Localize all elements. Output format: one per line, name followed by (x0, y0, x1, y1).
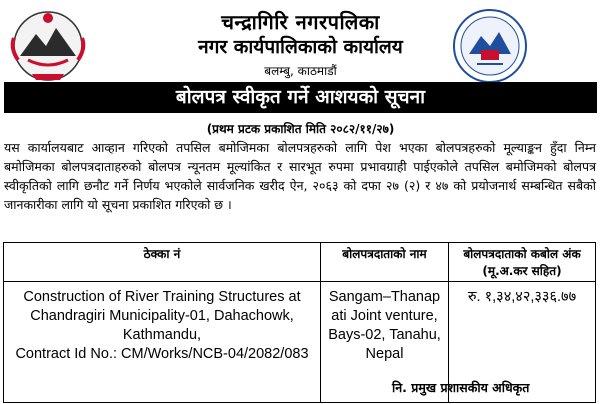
municipality-name: चन्द्रागिरि नगरपलिका (221, 10, 380, 34)
amount-header-line2: (मू.अ.कर सहित) (482, 264, 562, 278)
contract-id: Contract Id No.: CM/Works/NCB-04/2082/083 (15, 346, 309, 362)
notice-title-banner: बोलपत्र स्वीकृत गर्ने आशयको सूचना (4, 82, 597, 113)
publication-date: (प्रथम प्रटक प्रकाशित मिति २०८२/११/२७) (206, 122, 395, 136)
amount-column-header (449, 243, 596, 282)
bidder-column-header: बोलपत्रदाताको नाम (321, 243, 449, 282)
office-name: नगर कार्यपालिकाको कार्यालय (198, 36, 403, 58)
signatory-title: नि. प्रमुख प्रशासकीय अधिकृत (392, 380, 530, 395)
amount-header-line1: बोलपत्रदाताको कबोल अंक (463, 247, 581, 261)
contract-column-header: ठेक्का नं (4, 243, 321, 282)
work-line: Kathmandu, (122, 327, 202, 343)
bidder-line: ati Joint venture, (331, 308, 438, 324)
bidder-line: Sangam–Thanap (328, 289, 441, 305)
bid-amount-cell: रु. १,३४,४२,३३६.७७ (449, 282, 596, 403)
contract-cell (4, 282, 321, 403)
work-line: Construction of River Training Structures at (23, 289, 301, 305)
bidder-line: Nepal (365, 346, 404, 362)
notice-body: यस कार्यालयबाट आव्हान गरिएको तपसिल बमोजिमका बोलपत्रहरुको लागि पेश भएका बोलपत्रहरुको मूल्याङ्कन हुँदा निम्न बमोजिमका बोलपत्रदाताहरुको बोलपत्र न्यूनतम मूल्यांकित र सारभूत रुपमा प्रभावग्राही पाईएकोले तपसिल बमोजिमको बोलपत्र स्वीकृतिको लागि छनौट गर्ने निर्णय भएकोले सार्वजनिक खरीद ऐन, २०६३ को दफा २७ (२) र ४७ को प्रयोजनार्थ सम्बन्धित सबैको जानकारीका लागि यो सूचना प्रकाशित गरिएको छ । (4, 140, 596, 212)
office-address: बलम्बु, काठमाडौं (264, 64, 337, 78)
bidder-line: Bays-02, Tanahu, (328, 327, 441, 343)
table-header-row (4, 243, 596, 282)
work-line: Chandragiri Municipality-01, Dahachowk, (30, 308, 294, 324)
